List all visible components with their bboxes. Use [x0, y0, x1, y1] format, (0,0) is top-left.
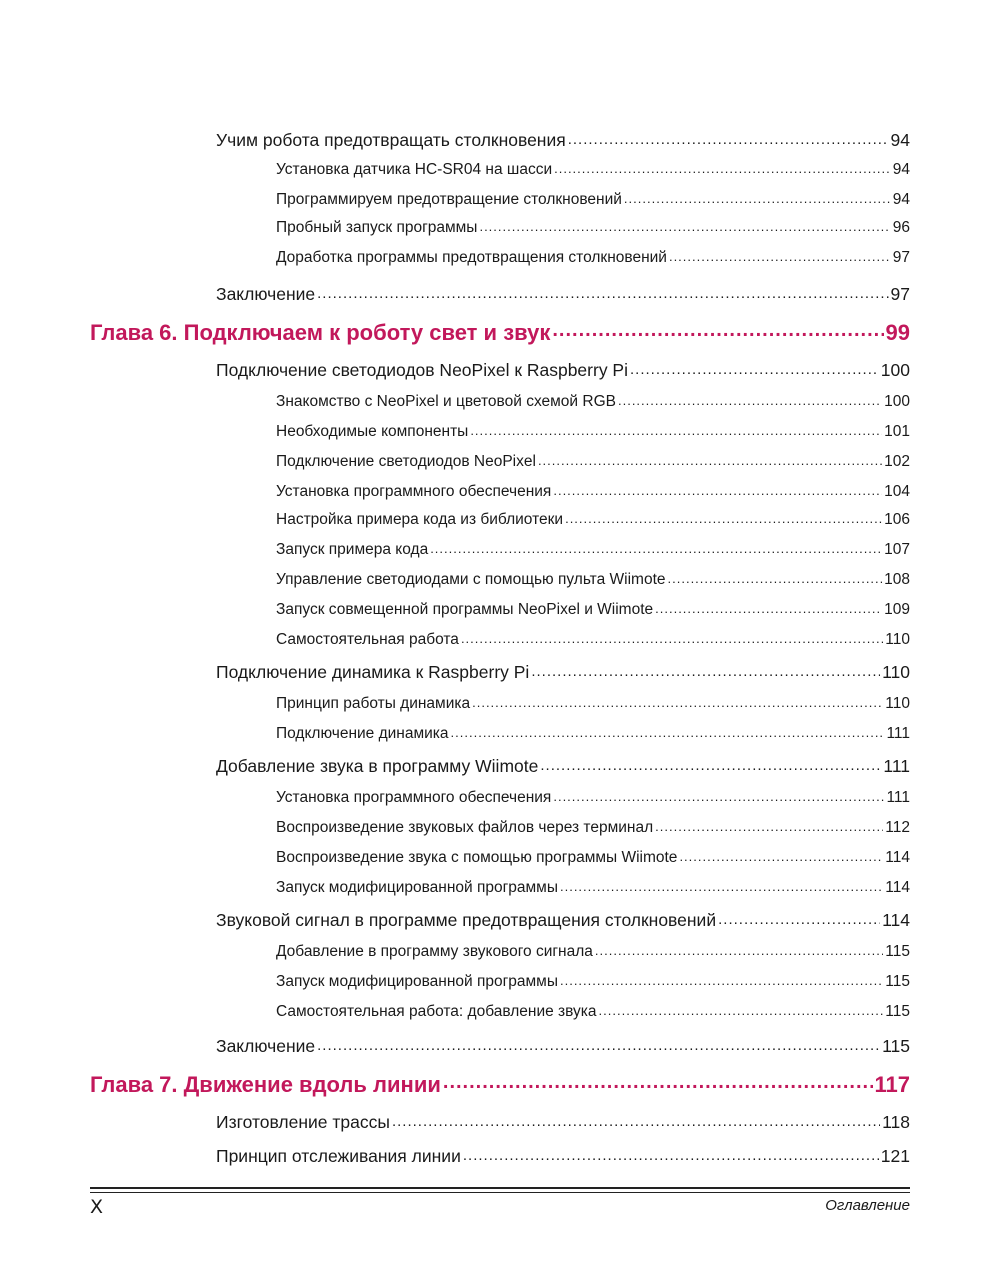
toc-section-entry[interactable]: [216, 128, 910, 151]
toc-entry-title: Запуск совмещенной программы NeoPixel и Wiimote: [276, 600, 654, 618]
toc-entry-title: Установка датчика HC-SR04 на шасси: [276, 160, 553, 178]
toc-entry-page: 110: [882, 661, 910, 682]
toc-entry-title: Установка программного обеспечения: [276, 788, 552, 806]
toc-entry-title: Знакомство с NeoPixel и цветовой схемой RGB: [276, 392, 616, 410]
toc-entry-title: Добавление звука в программу Wiimote: [216, 755, 539, 776]
toc-dot-leader: [443, 1070, 873, 1092]
toc-dot-leader: [554, 158, 891, 174]
toc-entry-title: Настройка примера кода из библиотеки: [276, 510, 564, 528]
toc-subsection-entry[interactable]: [276, 420, 910, 441]
toc-entry-page: 100: [884, 392, 910, 410]
toc-subsection-entry[interactable]: [276, 876, 910, 897]
toc-chapter-entry[interactable]: [90, 318, 910, 346]
toc-subsection-entry[interactable]: [276, 480, 910, 501]
toc-entry-title: Заключение: [216, 283, 316, 304]
toc-section-entry[interactable]: [216, 358, 910, 381]
toc-subsection-entry[interactable]: [276, 1000, 910, 1021]
toc-subsection-entry[interactable]: [276, 692, 910, 713]
toc-entry-page: 107: [884, 540, 910, 558]
toc-section-entry[interactable]: [216, 1034, 910, 1057]
toc-dot-leader: [668, 568, 883, 584]
toc-dot-leader: [317, 282, 888, 300]
toc-subsection-entry[interactable]: [276, 722, 910, 743]
toc-subsection-entry[interactable]: [276, 390, 910, 411]
toc-section-entry[interactable]: [216, 1144, 910, 1167]
toc-entry-page: 100: [880, 359, 910, 380]
toc-dot-leader: [553, 480, 882, 496]
toc-entry-title: Учим робота предотвращать столкновения: [216, 129, 566, 150]
toc-entry-title: Добавление в программу звукового сигнала: [276, 942, 593, 960]
toc-dot-leader: [568, 128, 889, 146]
footer-rule-thin: [90, 1192, 910, 1193]
toc-entry-title: Пробный запуск программы: [276, 218, 478, 236]
toc-entry-title: Глава 6. Подключаем к роботу свет и звук: [90, 320, 551, 345]
toc-section-entry[interactable]: [216, 1110, 910, 1133]
toc-subsection-entry[interactable]: [276, 940, 910, 961]
toc-dot-leader: [618, 390, 882, 406]
toc-dot-leader: [451, 722, 885, 738]
toc-subsection-entry[interactable]: [276, 970, 910, 991]
toc-subsection-entry[interactable]: [276, 508, 910, 529]
toc-entry-page: 118: [882, 1111, 910, 1132]
toc-entry-title: Принцип отслеживания линии: [216, 1145, 461, 1166]
toc-entry-title: Запуск модифицированной программы: [276, 878, 558, 896]
toc-dot-leader: [538, 450, 882, 466]
toc-dot-leader: [540, 754, 881, 772]
toc-dot-leader: [718, 908, 880, 926]
toc-entry-page: 94: [890, 129, 910, 150]
toc-entry-page: 104: [884, 482, 910, 500]
toc-entry-title: Изготовление трассы: [216, 1111, 390, 1132]
toc-subsection-entry[interactable]: [276, 816, 910, 837]
toc-entry-page: 112: [885, 818, 910, 836]
toc-subsection-entry[interactable]: [276, 598, 910, 619]
toc-entry-title: Установка программного обеспечения: [276, 482, 552, 500]
toc-entry-page: 115: [885, 942, 910, 960]
toc-dot-leader: [553, 786, 884, 802]
toc-entry-page: 97: [890, 283, 910, 304]
toc-dot-leader: [463, 1144, 879, 1162]
toc-dot-leader: [560, 876, 883, 892]
toc-subsection-entry[interactable]: [276, 538, 910, 559]
toc-subsection-entry[interactable]: [276, 246, 910, 267]
toc-dot-leader: [669, 246, 891, 262]
toc-subsection-entry[interactable]: [276, 188, 910, 209]
toc-dot-leader: [655, 816, 883, 832]
toc-entry-title: Принцип работы динамика: [276, 694, 471, 712]
toc-dot-leader: [317, 1034, 880, 1052]
toc-subsection-entry[interactable]: [276, 786, 910, 807]
toc-dot-leader: [560, 970, 883, 986]
toc-entry-title: Подключение динамика к Raspberry Pi: [216, 661, 530, 682]
toc-entry-page: 110: [885, 630, 910, 648]
footer-page-number: X: [90, 1196, 104, 1218]
toc-entry-page: 115: [882, 1035, 910, 1056]
toc-entry-page: 94: [892, 160, 910, 178]
toc-entry-page: 101: [884, 422, 910, 440]
toc-section-entry[interactable]: [216, 282, 910, 305]
toc-entry-page: 102: [884, 452, 910, 470]
toc-entry-page: 114: [885, 848, 910, 866]
toc-dot-leader: [552, 318, 883, 340]
toc-entry-title: Подключение светодиодов NeoPixel к Raspberry Pi: [216, 359, 628, 380]
toc-entry-page: 110: [885, 694, 910, 712]
toc-entry-title: Доработка программы предотвращения столкновений: [276, 248, 667, 266]
toc-dot-leader: [430, 538, 882, 554]
toc-entry-title: Воспроизведение звуковых файлов через терминал: [276, 818, 654, 836]
toc-entry-title: Самостоятельная работа: [276, 630, 459, 648]
toc-entry-page: 111: [886, 724, 910, 742]
toc-entry-title: Запуск примера кода: [276, 540, 429, 558]
toc-entry-title: Звуковой сигнал в программе предотвращения столкновений: [216, 909, 717, 930]
toc-dot-leader: [472, 692, 883, 708]
toc-entry-page: 99: [885, 320, 910, 345]
toc-entry-title: Управление светодиодами с помощью пульта Wiimote: [276, 570, 666, 588]
toc-entry-page: 115: [885, 1002, 910, 1020]
toc-entry-title: Запуск модифицированной программы: [276, 972, 558, 990]
toc-entry-page: 96: [892, 218, 910, 236]
toc-dot-leader: [479, 216, 890, 232]
toc-dot-leader: [565, 508, 882, 524]
toc-dot-leader: [392, 1110, 880, 1128]
toc-entry-title: Заключение: [216, 1035, 316, 1056]
toc-entry-title: Необходимые компоненты: [276, 422, 469, 440]
toc-dot-leader: [599, 1000, 884, 1016]
toc-entry-page: 109: [884, 600, 910, 618]
toc-subsection-entry[interactable]: [276, 568, 910, 589]
toc-dot-leader: [630, 358, 879, 376]
toc-dot-leader: [531, 660, 880, 678]
toc-dot-leader: [461, 628, 883, 644]
toc-entry-page: 106: [884, 510, 910, 528]
toc-entry-title: Подключение динамика: [276, 724, 449, 742]
toc-entry-page: 121: [880, 1145, 910, 1166]
toc-entry-page: 117: [874, 1072, 910, 1097]
toc-subsection-entry[interactable]: [276, 216, 910, 237]
toc-entry-title: Программируем предотвращение столкновений: [276, 190, 622, 208]
toc-dot-leader: [655, 598, 882, 614]
toc-entry-page: 114: [882, 909, 910, 930]
toc-subsection-entry[interactable]: [276, 158, 910, 179]
toc-subsection-entry[interactable]: [276, 450, 910, 471]
toc-chapter-entry[interactable]: [90, 1070, 910, 1098]
toc-dot-leader: [624, 188, 891, 204]
toc-dot-leader: [470, 420, 882, 436]
footer-rule-thick: [90, 1187, 910, 1189]
toc-entry-page: 108: [884, 570, 910, 588]
toc-entry-title: Подключение светодиодов NeoPixel: [276, 452, 536, 470]
toc-entry-title: Самостоятельная работа: добавление звука: [276, 1002, 597, 1020]
toc-entry-page: 115: [885, 972, 910, 990]
toc-entry-page: 111: [883, 755, 910, 776]
toc-section-entry[interactable]: [216, 754, 910, 777]
toc-subsection-entry[interactable]: [276, 846, 910, 867]
toc-subsection-entry[interactable]: [276, 628, 910, 649]
toc-section-entry[interactable]: [216, 908, 910, 931]
toc-entry-title: Воспроизведение звука с помощью программы Wiimote: [276, 848, 678, 866]
toc-dot-leader: [595, 940, 883, 956]
toc-entry-title: Глава 7. Движение вдоль линии: [90, 1072, 441, 1097]
toc-entry-page: 94: [892, 190, 910, 208]
toc-entry-page: 97: [892, 248, 910, 266]
toc-section-entry[interactable]: [216, 660, 910, 683]
toc-entry-page: 114: [885, 878, 910, 896]
toc-dot-leader: [679, 846, 883, 862]
toc-entry-page: 111: [886, 788, 910, 806]
footer-section-title: Оглавление: [825, 1197, 910, 1214]
